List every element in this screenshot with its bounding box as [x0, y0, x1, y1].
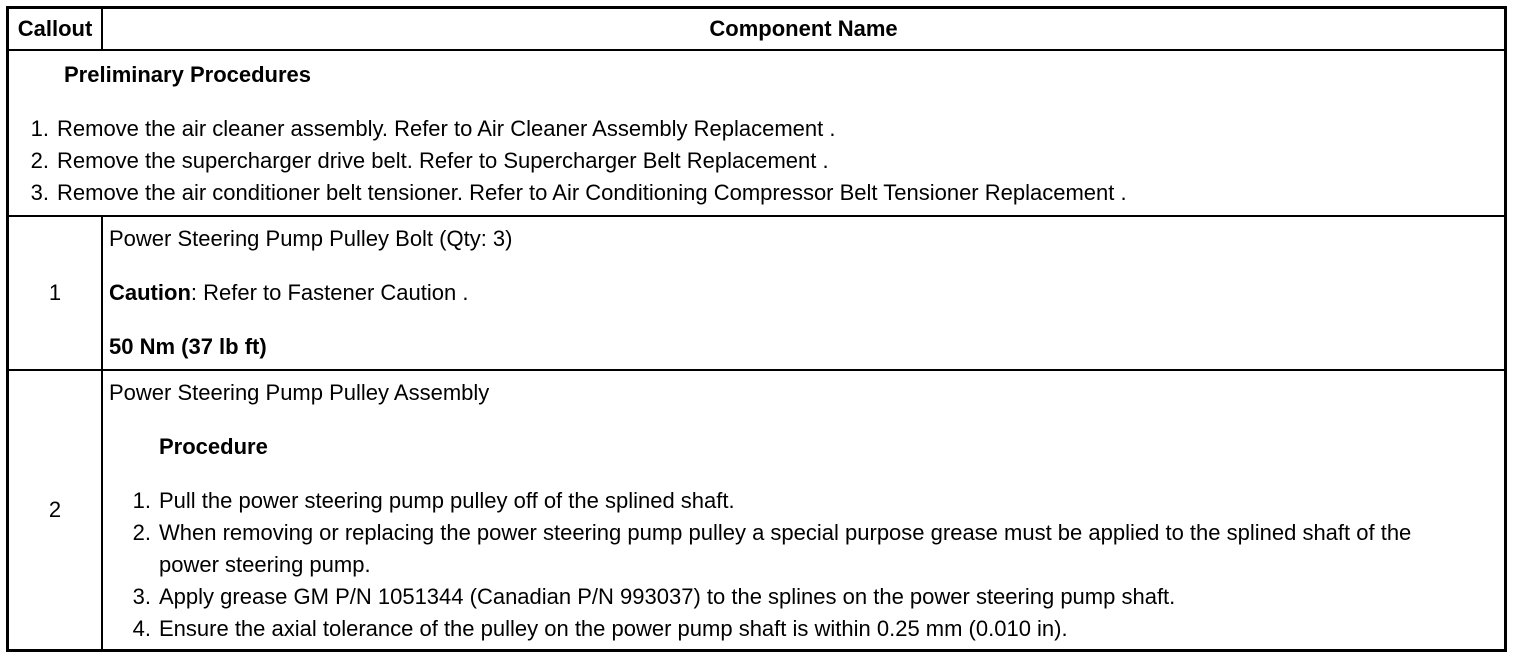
- component-name: Power Steering Pump Pulley Assembly: [109, 380, 490, 405]
- component-name: Power Steering Pump Pulley Bolt (Qty: 3): [109, 226, 513, 251]
- step-number: 3.: [30, 180, 49, 205]
- list-item: [109, 613, 1504, 645]
- list-item: [109, 485, 1504, 517]
- component-cell: [103, 371, 1504, 649]
- preliminary-row: [9, 51, 1504, 217]
- list-item: [9, 177, 1504, 209]
- step-text: Ensure the axial tolerance of the pulley on the power pump shaft is within 0.25 mm (0.010 in).: [159, 616, 1068, 641]
- torque-spec: 50 Nm (37 lb ft): [109, 334, 267, 359]
- step-number: 2.: [132, 520, 151, 545]
- step-text: Apply grease GM P/N 1051344 (Canadian P/N 993037) to the splines on the power steering pump shaft.: [159, 584, 1176, 609]
- preliminary-title: Preliminary Procedures: [64, 62, 312, 87]
- component-table: [6, 6, 1507, 652]
- list-item: [9, 113, 1504, 145]
- procedure-title: Procedure: [159, 434, 268, 459]
- step-number: 2.: [30, 148, 49, 173]
- list-item: [109, 517, 1504, 581]
- step-text: When removing or replacing the power steering pump pulley a special purpose grease must be applied to the splined shaft of the power steering pump.: [159, 520, 1412, 577]
- callout-number: 2: [9, 371, 103, 649]
- caution-text: : Refer to Fastener Caution .: [190, 280, 469, 305]
- step-number: 3.: [132, 584, 151, 609]
- table-row: [9, 217, 1504, 371]
- step-text: Remove the air cleaner assembly. Refer to Air Cleaner Assembly Replacement .: [57, 116, 836, 141]
- step-number: 1.: [30, 116, 49, 141]
- preliminary-procedures: [9, 51, 1504, 215]
- callout-number: 1: [9, 217, 103, 369]
- step-number: 1.: [132, 488, 151, 513]
- list-item: [109, 581, 1504, 613]
- step-number: 4.: [132, 616, 151, 641]
- list-item: [9, 145, 1504, 177]
- step-text: Remove the supercharger drive belt. Refer to Supercharger Belt Replacement .: [57, 148, 829, 173]
- component-cell: [103, 217, 1504, 369]
- table-header-row: [9, 9, 1504, 51]
- component-name-header: Component Name: [709, 16, 898, 41]
- table-row: [9, 371, 1504, 649]
- step-text: Pull the power steering pump pulley off of the splined shaft.: [159, 488, 735, 513]
- step-text: Remove the air conditioner belt tensioner. Refer to Air Conditioning Compressor Belt Tensioner Replacement .: [57, 180, 1127, 205]
- caution-line: [109, 277, 1504, 309]
- callout-header: Callout: [9, 9, 103, 49]
- caution-label: Caution: [109, 280, 191, 305]
